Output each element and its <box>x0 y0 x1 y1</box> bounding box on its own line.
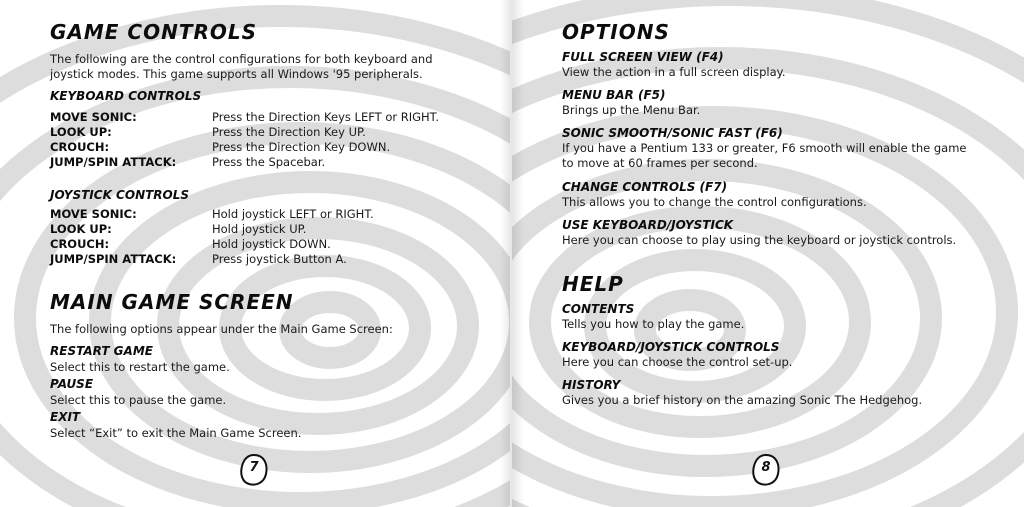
js-label-jump: JUMP/SPIN ATTACK: <box>50 252 177 266</box>
js-label-lookup: LOOK UP: <box>50 222 112 236</box>
kb-desc-crouch: Press the Direction Key DOWN. <box>212 140 391 154</box>
intro-line-2: joystick modes. This game supports all Windows '95 peripherals. <box>50 67 423 81</box>
full-screen-view-heading: FULL SCREEN VIEW (F4) <box>562 50 724 64</box>
js-desc-crouch: Hold joystick DOWN. <box>212 237 331 251</box>
page-number-7 <box>238 452 270 488</box>
kb-desc-lookup: Press the Direction Key UP. <box>212 125 366 139</box>
options-title: OPTIONS <box>562 20 670 44</box>
change-controls-heading: CHANGE CONTROLS (F7) <box>562 180 728 194</box>
js-desc-lookup: Hold joystick UP. <box>212 222 307 236</box>
joystick-controls-heading: JOYSTICK CONTROLS <box>50 188 190 202</box>
history-desc: Gives you a brief history on the amazing Sonic The Hedgehog. <box>562 393 923 407</box>
change-controls-desc: This allows you to change the control configurations. <box>562 195 867 209</box>
menu-bar-desc: Brings up the Menu Bar. <box>562 103 701 117</box>
pause-desc: Select this to pause the game. <box>50 393 227 407</box>
sonic-smooth-heading: SONIC SMOOTH/SONIC FAST (F6) <box>562 126 783 140</box>
history-heading: HISTORY <box>562 378 621 392</box>
sonic-smooth-desc-1: If you have a Pentium 133 or greater, F6 smooth will enable the game <box>562 141 967 155</box>
sonic-smooth-desc-2: to move at 60 frames per second. <box>562 156 758 170</box>
main-game-intro: The following options appear under the Main Game Screen: <box>50 322 393 336</box>
intro-line-1: The following are the control configurations for both keyboard and <box>50 52 433 66</box>
kb-label-move: MOVE SONIC: <box>50 110 137 124</box>
kb-desc-jump: Press the Spacebar. <box>212 155 326 169</box>
exit-desc: Select “Exit” to exit the Main Game Screen. <box>50 426 302 440</box>
contents-heading: CONTENTS <box>562 302 635 316</box>
kb-label-jump: JUMP/SPIN ATTACK: <box>50 155 177 169</box>
kb-label-lookup: LOOK UP: <box>50 125 112 139</box>
left-page <box>0 0 510 507</box>
kb-label-crouch: CROUCH: <box>50 140 110 154</box>
help-title: HELP <box>562 272 624 296</box>
restart-game-heading: RESTART GAME <box>50 344 153 358</box>
keyboard-joystick-controls-desc: Here you can choose the control set-up. <box>562 355 793 369</box>
page-number-8 <box>750 452 782 488</box>
right-page <box>512 0 1024 507</box>
page-number-text: 8 <box>761 460 771 475</box>
contents-desc: Tells you how to play the game. <box>562 317 745 331</box>
js-label-crouch: CROUCH: <box>50 237 110 251</box>
js-desc-move: Hold joystick LEFT or RIGHT. <box>212 207 374 221</box>
use-keyboard-joystick-desc: Here you can choose to play using the keyboard or joystick controls. <box>562 233 957 247</box>
js-label-move: MOVE SONIC: <box>50 207 137 221</box>
page-number-text: 7 <box>249 460 259 475</box>
js-desc-jump: Press joystick Button A. <box>212 252 347 266</box>
game-controls-title: GAME CONTROLS <box>50 20 258 44</box>
exit-heading: EXIT <box>50 410 81 424</box>
keyboard-controls-heading: KEYBOARD CONTROLS <box>50 89 202 103</box>
keyboard-joystick-controls-heading: KEYBOARD/JOYSTICK CONTROLS <box>562 340 780 354</box>
kb-desc-move: Press the Direction Keys LEFT or RIGHT. <box>212 110 439 124</box>
pause-heading: PAUSE <box>50 377 94 391</box>
menu-bar-heading: MENU BAR (F5) <box>562 88 666 102</box>
restart-game-desc: Select this to restart the game. <box>50 360 230 374</box>
use-keyboard-joystick-heading: USE KEYBOARD/JOYSTICK <box>562 218 734 232</box>
main-game-screen-title: MAIN GAME SCREEN <box>50 290 294 314</box>
full-screen-view-desc: View the action in a full screen display. <box>562 65 786 79</box>
